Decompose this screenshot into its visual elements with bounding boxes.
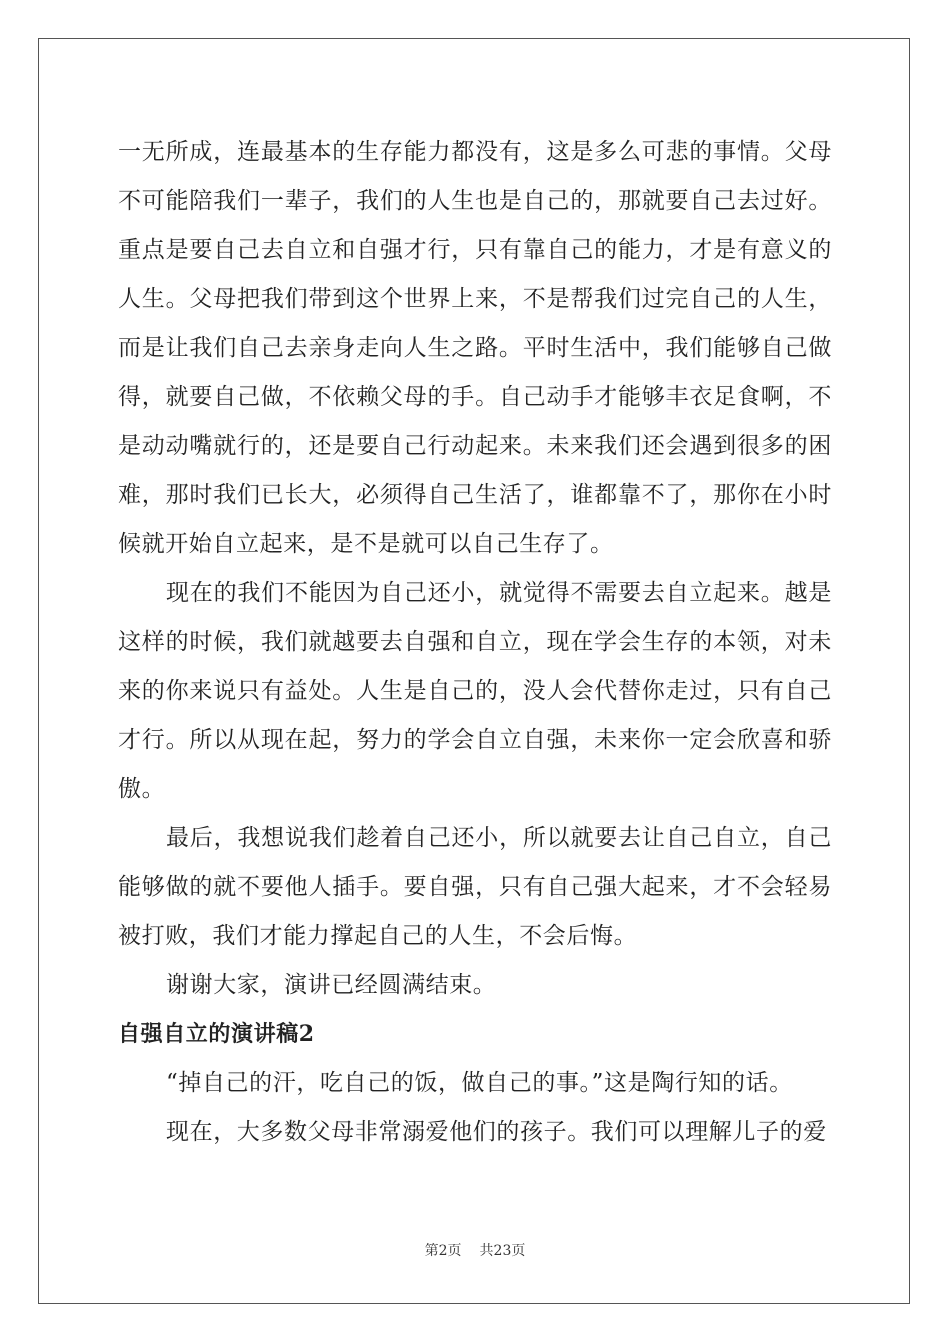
paragraph: 最后，我想说我们趁着自己还小，所以就要去让自己自立，自己能够做的就不要他人插手。要自强，只有自己强大起来，才不会轻易被打败，我们才能力撑起自己的人生，不会后悔。 <box>118 825 832 949</box>
page-number: 第2页 <box>424 1243 462 1259</box>
page-footer <box>0 1240 950 1260</box>
section-heading: 自强自立的演讲稿2 <box>118 1021 315 1047</box>
page-total: 共23页 <box>479 1243 526 1259</box>
paragraph: 现在，大多数父母非常溺爱他们的孩子。我们可以理解儿子的爱 <box>166 1119 827 1145</box>
document-body <box>118 128 832 1157</box>
paragraph: “掉自己的汗，吃自己的饭，做自己的事。”这是陶行知的话。 <box>166 1070 793 1096</box>
paragraph: 现在的我们不能因为自己还小，就觉得不需要去自立起来。越是这样的时候，我们就越要去自强和自立，现在学会生存的本领，对未来的你来说只有益处。人生是自己的，没人会代替你走过，只有自己才行。所以从现在起，努力的学会自立自强，未来你一定会欣喜和骄傲。 <box>118 580 832 802</box>
paragraph: 谢谢大家，演讲已经圆满结束。 <box>166 972 497 998</box>
paragraph: 一无所成，连最基本的生存能力都没有，这是多么可悲的事情。父母不可能陪我们一辈子，我们的人生也是自己的，那就要自己去过好。重点是要自己去自立和自强才行，只有靠自己的能力，才是有意义的人生。父母把我们带到这个世界上来，不是帮我们过完自己的人生，而是让我们自己去亲身走向人生之路。平时生活中，我们能够自己做得，就要自己做，不依赖父母的手。自己动手才能够丰衣足食啊，不是动动嘴就行的，还是要自己行动起来。未来我们还会遇到很多的困难，那时我们已长大，必须得自己生活了，谁都靠不了，那你在小时候就开始自立起来，是不是就可以自己生存了。 <box>118 139 832 557</box>
